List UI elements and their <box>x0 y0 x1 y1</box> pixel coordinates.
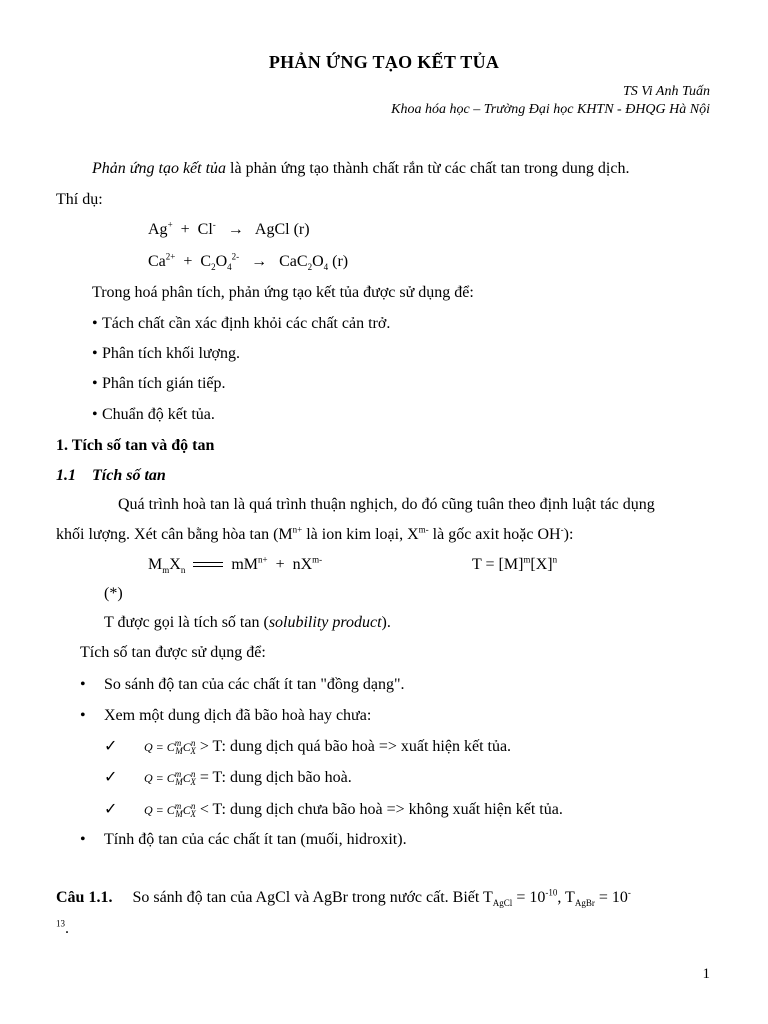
page-number: 1 <box>702 966 710 982</box>
reaction-2: $Ca^{2+} + C_2O_4^{2-}$ → $CaC_2O_4$ (r) <box>148 251 349 273</box>
tst-use-item: • So sánh độ tan của các chất ít tan "đồng dạng". <box>80 676 405 693</box>
intro-term: Phản ứng tạo kết tủa <box>92 160 227 177</box>
check-item: ✓ $Q = C^m_MC^n_X = T$: dung dịch bão hoà. <box>104 769 352 788</box>
uses-intro: Trong hoá phân tích, phản ứng tạo kết tủa được sử dụng để: <box>92 284 474 301</box>
question-1-1: Câu 1.1. So sánh độ tan của AgCl và AgBr trong nước cất. Biết $T_{AgCl} = 10^{-10}$, $T_{AgBr} = 10^-$ <box>56 887 631 909</box>
check-item: ✓ $Q = C^m_MC^n_X > T$: dung dịch quá bão hoà => xuất hiện kết tủa. <box>104 738 512 757</box>
author-name: TS Vi Anh Tuấn <box>622 84 710 99</box>
section-heading-1: 1. Tích số tan và độ tan <box>56 437 215 454</box>
use-item: • Phân tích khối lượng. <box>92 345 241 362</box>
intro-rest: là phản ứng tạo thành chất rắn từ các chất tan trong dung dịch. <box>226 160 630 177</box>
tst-use-item: • Xem một dung dịch đã bão hoà hay chưa: <box>80 707 372 724</box>
equation-label: (*) <box>104 585 123 602</box>
T-definition: T được gọi là tích số tan (solubility product). <box>104 614 391 631</box>
checkmark-icon: ✓ <box>104 801 118 818</box>
intro-line2: Thí dụ: <box>56 191 103 208</box>
tst-use-item: • Tính độ tan của các chất ít tan (muối, hidroxit). <box>80 831 407 848</box>
equilibrium-equation: $M_mX_n$ $mM^{n+} + nX^{m-}$ <box>148 554 323 576</box>
document-title: PHẢN ỨNG TẠO KẾT TỦA <box>268 52 500 72</box>
checkmark-icon: ✓ <box>104 738 118 755</box>
section-heading-1-1: 1.1 Tích số tan <box>56 467 166 484</box>
use-item: • Phân tích gián tiếp. <box>92 375 226 392</box>
check-item: ✓ $Q = C^m_MC^n_X < T$: dung dịch chưa bão hoà => không xuất hiện kết tủa. <box>104 801 563 820</box>
intro-line1 <box>92 160 629 178</box>
question-1-1-cont: $^{13}$. <box>56 918 69 937</box>
para1-line2: khối lượng. Xét cân bằng hòa $\tan (M^{n+}$ là ion kim loại, $X^{m-}$ là gốc axit hoặc OH-): <box>56 524 574 543</box>
tst-intro: Tích số tan được sử dụng để: <box>80 644 266 661</box>
solubility-product-expression: $T = [M]^m[X]^n$ <box>472 554 558 573</box>
use-item: • Tách chất cần xác định khỏi các chất cản trở. <box>92 315 391 332</box>
author-affiliation: Khoa hóa học – Trường Đại học KHTN - ĐHQG Hà Nội <box>391 102 710 117</box>
use-item: • Chuẩn độ kết tủa. <box>92 406 215 423</box>
question-label: Câu 1.1. <box>56 889 113 906</box>
para1-line1: Quá trình hoà tan là quá trình thuận nghịch, do đó cũng tuân theo định luật tác dụng <box>118 496 655 513</box>
equilibrium-arrow-icon <box>189 560 227 570</box>
checkmark-icon: ✓ <box>104 769 118 786</box>
reaction-1: Ag+ + Cl- → AgCl (r) <box>148 219 310 238</box>
